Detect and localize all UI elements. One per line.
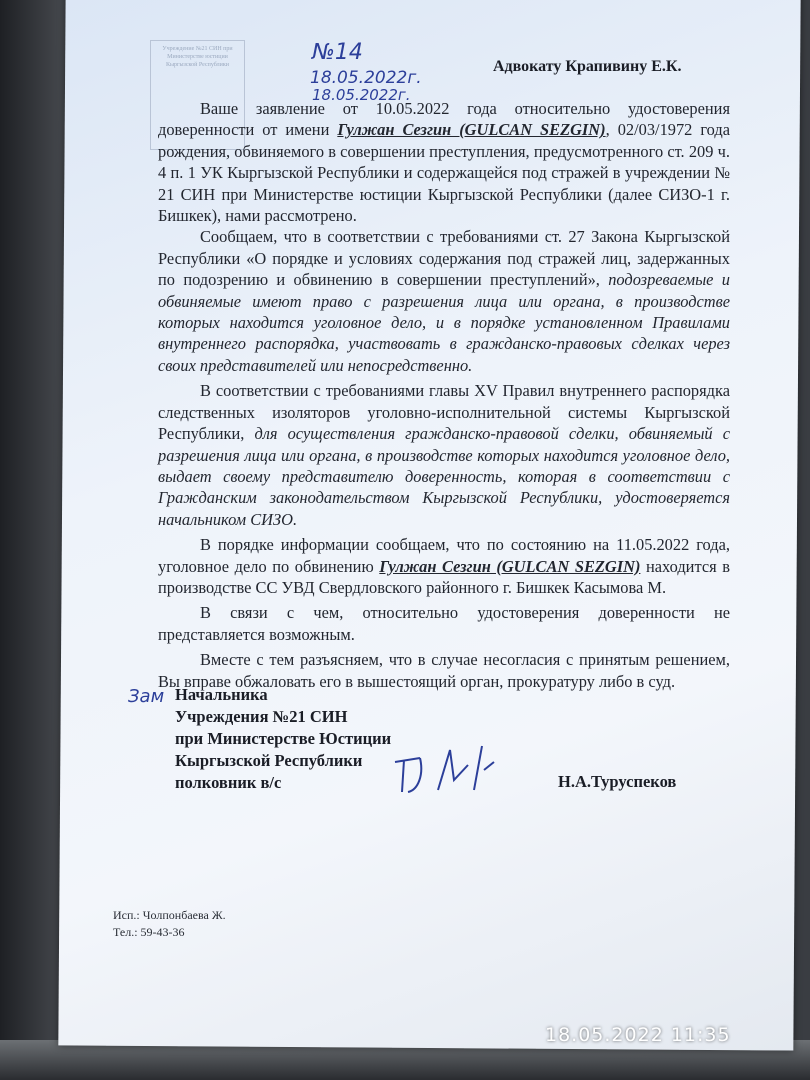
text: В соответствии с требованиями главы XV Правил внутреннего распорядка следственных изоляторов уголовно-исполнительной системы Кыргызской Республики, — [158, 381, 730, 444]
text: , 02/03/1972 года рождения, обвиняемого в совершении преступления, предусмотренного ст. 209 ч. 4 п. 1 УК Кыргызской Республики и содержащейся под стражей в учреждении № 21 СИН при Министерстве юстиции Кыргызской Республики (далее СИЗО-1 г. Бишкек), нами рассмотрено. — [158, 120, 730, 226]
handwritten-zam: Зам — [128, 686, 165, 707]
signer-ministry: при Министерстве Юстиции — [175, 729, 392, 748]
footer — [113, 907, 226, 941]
paragraph-2 — [158, 226, 730, 376]
signer-rank: полковник в/с — [175, 773, 282, 792]
text: В порядке информации сообщаем, что по состоянию на 11.05.2022 года, уголовное дело по обвинению — [158, 535, 730, 576]
photo-timestamp: 18.05.2022 11:35 — [545, 1024, 731, 1046]
signer-title: Начальника — [175, 685, 268, 704]
text: Сообщаем, что в соответствии с требованиями ст. 27 Закона Кыргызской Республики «О порядке и условиях содержания под стражей лиц, задержанных по подозрению и обвинению в совершении преступлений», — [158, 227, 730, 290]
letter-body — [158, 98, 730, 692]
person-name: Гулжан Сезгин (GULCAN SEZGIN) — [337, 120, 606, 140]
text: Ваше заявление от 10.05.2022 года относительно удостоверения доверенности от имени — [158, 99, 730, 140]
handwritten-number: №14 — [312, 40, 363, 65]
signer-name: Н.А.Туруспеков — [558, 772, 677, 791]
signer-country: Кыргызской Республики — [175, 751, 363, 770]
executor: Исп.: Чолпонбаева Ж. — [113, 908, 226, 922]
signature-block — [175, 684, 391, 794]
phone: Тел.: 59-43-36 — [113, 925, 185, 939]
person-name: Гулжан Сезгин (GULCAN SEZGIN) — [379, 556, 641, 576]
handwritten-date: 18.05.2022г. — [310, 68, 422, 88]
addressee: Адвокату Крапивину Е.К. — [493, 58, 682, 75]
text: находится в производстве СС УВД Свердловского районного г. Бишкек Касымова М. — [158, 556, 730, 597]
signer-institution: Учреждения №21 СИН — [175, 707, 348, 726]
italic-text: для осуществления гражданско-правовой сделки, обвиняемый с разрешения лица или органа, в производстве которых находится уголовное дело, выдает своему представителю доверенность, которая в соответствии с Гражданским законодательством Кыргызской Республики, удостоверяется начальником СИЗО. — [158, 424, 730, 529]
paragraph-6: Вместе с тем разъясняем, что в случае несогласия с принятым решением, Вы вправе обжаловать его в вышестоящий орган, прокуратуру либо в суд. — [158, 650, 730, 691]
handwritten-signature — [390, 740, 500, 800]
paragraph-5: В связи с чем, относительно удостоверения доверенности не представляется возможным. — [158, 603, 730, 644]
italic-text: подозреваемые и обвиняемые имеют право с разрешения лица или органа, в производстве которых находится уголовное дело, и в порядке установленном Правилами внутреннего распорядка, участвовать в гражданско-правовых сделках через своих представителей или непосредственно. — [158, 270, 730, 375]
paragraph-1 — [158, 98, 730, 226]
corner-stamp: Учреждение №21 СИН при Министерстве юстиции Кыргызской Республики — [150, 40, 245, 150]
paragraph-4 — [158, 534, 730, 598]
paragraph-3 — [158, 380, 730, 530]
handwritten-date-2: 18.05.2022г. — [312, 86, 411, 104]
